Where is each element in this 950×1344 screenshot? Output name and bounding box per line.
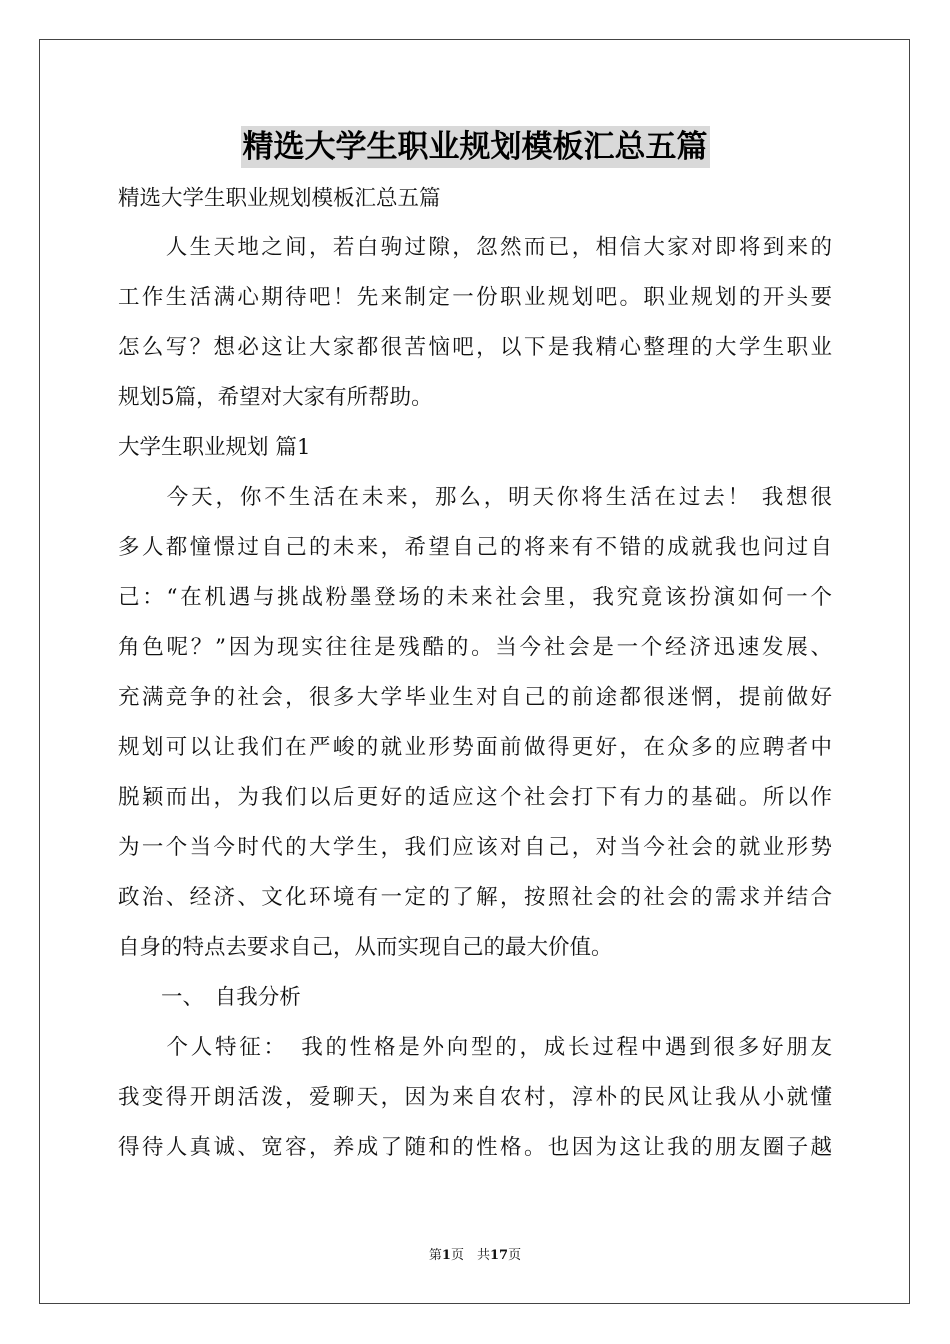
- footer-page-number: 1: [441, 1248, 451, 1263]
- body-line: 规划可以让我们在严峻的就业形势面前做得更好，在众多的应聘者中: [118, 735, 832, 760]
- body-line: 规划5篇，希望对大家有所帮助。: [118, 385, 433, 410]
- body-line: 充满竞争的社会，很多大学毕业生对自己的前途都很迷惘，提前做好: [118, 685, 832, 710]
- body-line: 脱颖而出，为我们以后更好的适应这个社会打下有力的基础。所以作: [118, 785, 832, 810]
- page-footer: [0, 1247, 950, 1265]
- body-line: 我变得开朗活泼，爱聊天，因为来自农村，淳朴的民风让我从小就懂: [118, 1085, 832, 1110]
- body-line: 得待人真诚、宽容，养成了随和的性格。也因为这让我的朋友圈子越: [118, 1135, 832, 1160]
- title-container: [0, 126, 950, 168]
- body-line: 个人特征： 我的性格是外向型的，成长过程中遇到很多好朋友: [118, 1035, 832, 1060]
- footer-page-prefix: 第: [428, 1248, 442, 1263]
- body-line: 怎么写？想必这让大家都很苦恼吧，以下是我精心整理的大学生职业: [118, 335, 832, 360]
- body-line: 今天，你不生活在未来，那么，明天你将生活在过去！ 我想很: [118, 485, 832, 510]
- body-line: 多人都憧憬过自己的未来，希望自己的将来有不错的成就我也问过自: [118, 535, 832, 560]
- document-title: 精选大学生职业规划模板汇总五篇: [241, 126, 710, 168]
- subsection-heading: 一、 自我分析: [118, 985, 301, 1010]
- body-line: 人生天地之间，若白驹过隙，忽然而已，相信大家对即将到来的: [118, 235, 832, 260]
- body-line: 角色呢？”因为现实往往是残酷的。当今社会是一个经济迅速发展、: [118, 635, 832, 660]
- footer-page-suffix: 页 共: [450, 1248, 490, 1263]
- body-line: 为一个当今时代的大学生，我们应该对自己，对当今社会的就业形势: [118, 835, 832, 860]
- footer-total-pages: 17: [489, 1248, 509, 1263]
- footer-total-suffix: 页: [508, 1248, 522, 1263]
- document-subtitle: 精选大学生职业规划模板汇总五篇: [118, 186, 441, 211]
- body-line: 工作生活满心期待吧！先来制定一份职业规划吧。职业规划的开头要: [118, 285, 832, 310]
- body-line: 自身的特点去要求自己，从而实现自己的最大价值。: [118, 935, 613, 960]
- body-line: 政治、经济、文化环境有一定的了解，按照社会的社会的需求并结合: [118, 885, 832, 910]
- page-border: [39, 39, 910, 1304]
- section-heading: 大学生职业规划 篇1: [118, 435, 311, 460]
- body-line: 己：“在机遇与挑战粉墨登场的未来社会里，我究竟该扮演如何一个: [118, 585, 832, 610]
